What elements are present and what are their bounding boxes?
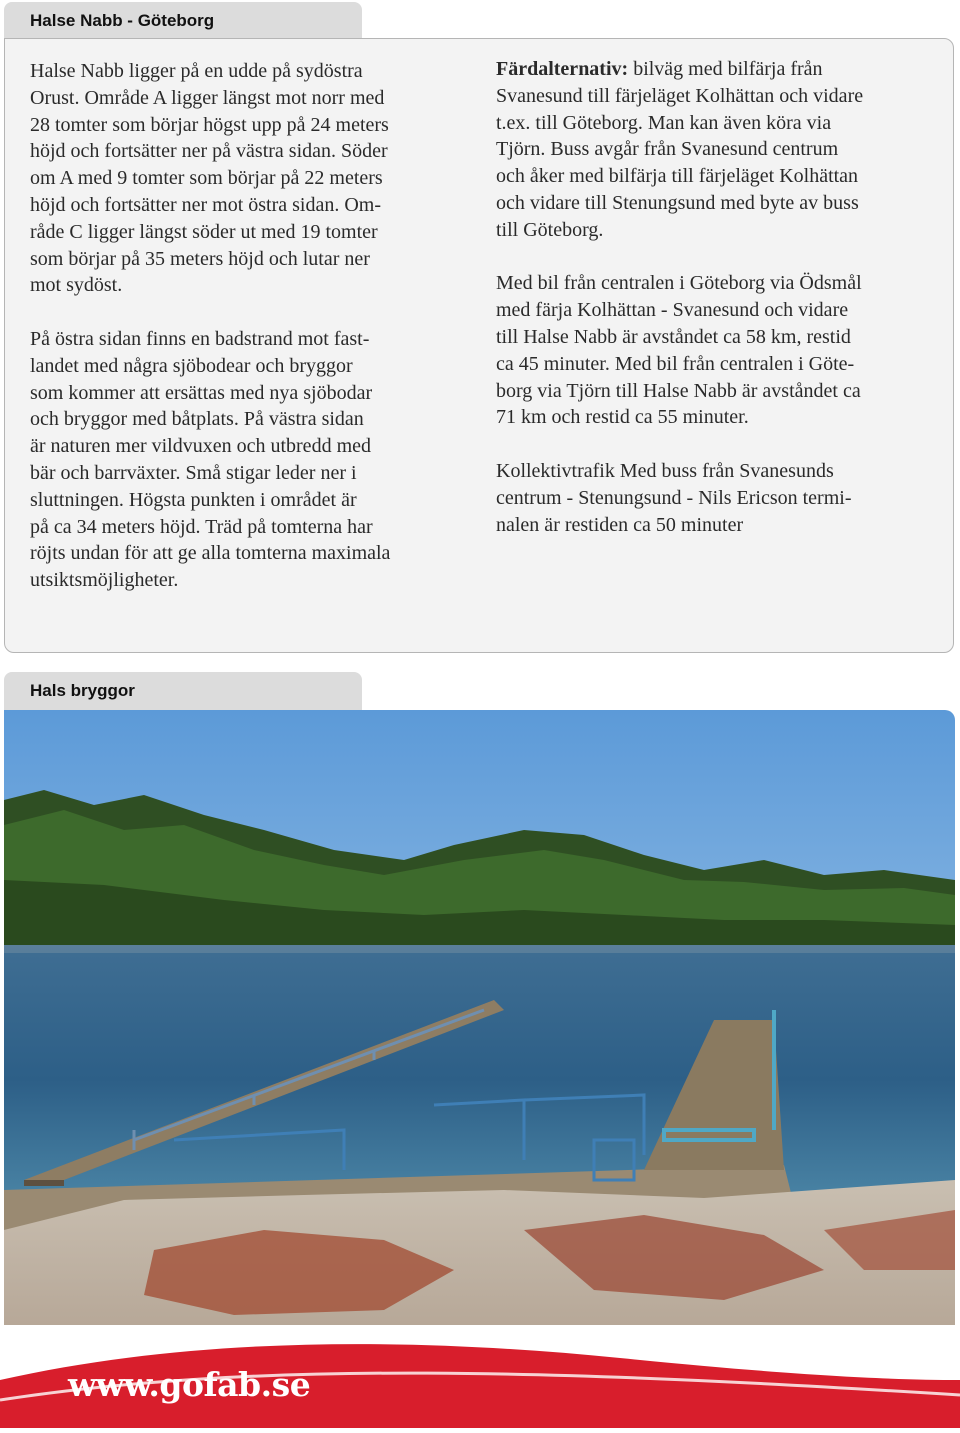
travel-label: Färdalternativ: bbox=[496, 58, 629, 80]
paragraph-car-distance: Med bil från centralen i Göteborg via Ödsmål med färja Kolhättan - Svanesund och vidare till Halse Nabb är avståndet ca 58 km, restid ca 45 minuter. Med bil från centralen i Göte- borg via Tjörn till Halse Nabb är avståndet ca 71 km och restid ca 55 minuter. bbox=[496, 272, 862, 429]
section-title: Halse Nabb - Göteborg bbox=[30, 11, 215, 30]
lake-dock-illustration bbox=[4, 710, 955, 1325]
section-tab-halse-nabb bbox=[4, 2, 362, 40]
info-panel bbox=[4, 38, 954, 653]
paragraph-nature: På östra sidan finns en badstrand mot fast- landet med några sjöbodear och bryggor som kommer att ersättas med nya sjöbodar och bryggor med båtplats. På västra sidan är naturen mer vildvuxen och utbredd med bär och barrväxter. Små stigar leder ner i sluttningen. Högsta punkten i området är på ca 34 meters höjd. Träd på tomterna har röjts undan för att ge alla tomterna maximala utsiktsmöjligheter. bbox=[30, 327, 391, 592]
left-column bbox=[30, 58, 455, 621]
paragraph-public-transport: Kollektivtrafik Med buss från Svanesunds centrum - Stenungsund - Nils Ericson termi- nalen är restiden ca 50 minuter bbox=[496, 459, 852, 536]
paragraph-travel: Färdalternativ: bilväg med bilfärja från Svanesund till färjeläget Kolhättan och vidare t.ex. till Göteborg. Man kan även köra via Tjörn. Buss avgår från Svanesund centrum och åker med bilfärja till färjeläget Kolhättan och vidare till Stenungsund med byte av buss till Göteborg. bbox=[496, 58, 864, 241]
right-column bbox=[496, 56, 936, 565]
dock-photo bbox=[4, 710, 955, 1325]
paragraph-location: Halse Nabb ligger på en udde på sydöstra Orust. Område A ligger längst mot norr med 28 tomter som börjar högst upp på 24 meters höjd och fortsätter ner på västra sidan. Söder om A med 9 tomter som börjar på 22 meters höjd och fortsätter ner mot östra sidan. Om- råde C ligger längst söder ut med 19 tomter som börjar på 35 meters höjd och lutar ner mot sydöst. bbox=[30, 60, 389, 297]
section-title: Hals bryggor bbox=[30, 681, 135, 700]
website-link[interactable]: www.gofab.se bbox=[68, 1365, 311, 1404]
section-tab-hals-bryggor bbox=[4, 672, 362, 710]
